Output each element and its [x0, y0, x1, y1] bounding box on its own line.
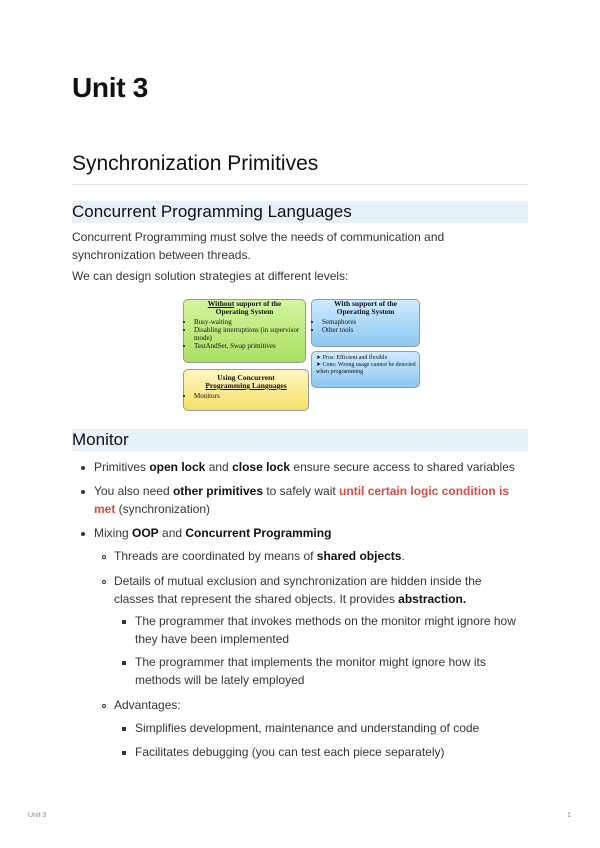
paragraph-line: synchronization between threads. [72, 248, 251, 262]
bullet [122, 661, 126, 665]
subheading-concurrent-languages: Concurrent Programming Languages [72, 201, 528, 223]
list-item: Details of mutual exclusion and synchronization are hidden inside the classes that represent the shared objects. It provides abstraction. [114, 574, 482, 606]
list-item: Simplifies development, maintenance and understanding of code [135, 721, 480, 735]
list-item: Advantages: [114, 698, 181, 712]
paragraph-line: Concurrent Programming must solve the needs of communication and [72, 230, 445, 244]
footer-page-number: 1 [567, 812, 571, 819]
paragraph: We can design solution strategies at different levels: [72, 269, 349, 283]
list-item: Facilitates debugging (you can test each piece separately) [135, 745, 445, 759]
section-heading: Synchronization Primitives [72, 152, 528, 185]
diagram-box-without-os: Without support of the Operating System • Busy-waiting • Disabling interruptions (in supervisor mode) • TestAndSet, Swap primitives [183, 299, 306, 363]
bullet [102, 704, 106, 708]
diagram-box-pros-cons: ➤ Pros: Efficient and flexible ➤ Cons: Wrong usage cannot be detected when programming [311, 351, 420, 388]
footer-left: Unit 3 [28, 812, 47, 819]
list-item: Threads are coordinated by means of shared objects. [114, 549, 405, 563]
list-item: Mixing OOP and Concurrent Programming [94, 526, 332, 540]
bullet [81, 532, 85, 536]
bullet [81, 466, 85, 470]
subheading-monitor: Monitor [72, 429, 528, 451]
list-item: The programmer that implements the monitor might ignore how its methods will be lately employed [135, 655, 486, 687]
bullet [102, 555, 106, 559]
list-item: You also need other primitives to safely wait until certain logic condition is met (synchronization) [94, 484, 510, 516]
bullet [122, 620, 126, 624]
list-item: Primitives open lock and close lock ensure secure access to shared variables [94, 460, 515, 474]
bullet [122, 751, 126, 755]
page-title: Unit 3 [72, 72, 148, 103]
list-item: The programmer that invokes methods on the monitor might ignore how they have been implemented [135, 614, 516, 646]
bullet [102, 580, 106, 584]
diagram-box-languages: Using Concurrent Programming Languages • Monitors [183, 369, 309, 411]
diagram-box-with-os: With support of the Operating System • Semaphores • Other tools [311, 299, 420, 347]
strategy-diagram [183, 299, 423, 415]
bullet [81, 490, 85, 494]
bullet [122, 727, 126, 731]
